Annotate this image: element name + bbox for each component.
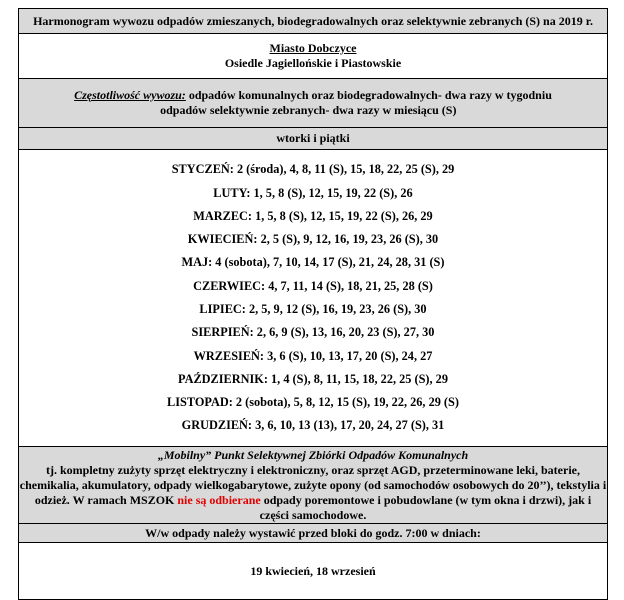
collection-days: wtorki i piątki <box>19 128 608 150</box>
frequency-line-1: odpadów komunalnych oraz biodegradowalnych- dwa razy w tygodniu <box>185 88 552 102</box>
frequency-row <box>19 79 608 128</box>
location-row <box>19 34 608 79</box>
frequency-cell <box>19 79 608 128</box>
month-january: STYCZEŃ: 2 (środa), 4, 8, 11 (S), 15, 18, 22, 25 (S), 29 <box>171 162 455 177</box>
document-title: Harmonogram wywozu odpadów zmieszanych, biodegradowalnych oraz selektywnie zebranych (S) na 2019 r. <box>19 9 608 34</box>
month-april: KWIECIEŃ: 2, 5 (S), 9, 12, 16, 19, 23, 26 (S), 30 <box>187 232 439 247</box>
mszok-text-after: odpady poremontowe i pobudowlane (w tym okna i drzwi), jak i części samochodowe. <box>259 492 592 522</box>
instruction-row <box>19 524 608 543</box>
district-name: Osiedle Jagiellońskie i Piastowskie <box>224 56 402 70</box>
mszok-cell <box>19 447 608 524</box>
dates-row <box>19 543 608 600</box>
collection-instruction: W/w odpady należy wystawić przed bloki do godz. 7:00 w dniach: <box>19 524 608 543</box>
month-february: LUTY: 1, 5, 8 (S), 12, 15, 19, 22 (S), 26 <box>213 185 413 200</box>
frequency-block <box>74 88 552 118</box>
schedule-document <box>18 8 608 600</box>
month-may: MAJ: 4 (sobota), 7, 10, 14, 17 (S), 21, 24, 28, 31 (S) <box>181 255 445 270</box>
mszok-not-accepted: nie są odbierane <box>177 492 261 507</box>
frequency-line-2: odpadów selektywnie zebranych- dwa razy w miesiącu (S) <box>160 103 457 117</box>
months-row <box>19 150 608 447</box>
month-october: PAŹDZIERNIK: 1, 4 (S), 8, 11, 15, 18, 22, 25 (S), 29 <box>178 371 448 386</box>
month-march: MARZEC: 1, 5, 8 (S), 12, 15, 19, 22 (S), 26, 29 <box>193 208 433 223</box>
month-september: WRZESIEŃ: 3, 6 (S), 10, 13, 17, 20 (S), 24, 27 <box>193 348 433 363</box>
month-july: LIPIEC: 2, 5, 9, 12 (S), 16, 19, 23, 26 (S), 30 <box>199 302 427 316</box>
town-name: Miasto Dobczyce <box>269 41 357 55</box>
month-november: LISTOPAD: 2 (sobota), 5, 8, 12, 15 (S), 19, 22, 26, 29 (S) <box>167 395 459 410</box>
month-june: CZERWIEC: 4, 7, 11, 14 (S), 18, 21, 25, 28 (S) <box>193 278 433 293</box>
title-row <box>19 9 608 34</box>
months-cell <box>19 150 608 447</box>
frequency-label: Częstotliwość wywozu: <box>74 88 186 102</box>
mszok-text-before: tj. kompletny zużyty sprzęt elektryczny i elektroniczny, oraz sprzęt AGD, przeterminowane leki, baterie, chemikalia, akumulatory, odpady wielkogabarytowe, zużyte opony (od samochodów osobowych do 20’’), tekstylia i odzież. W ramach MSZOK <box>19 462 607 507</box>
month-december: GRUDZIEŃ: 3, 6, 10, 13 (13), 17, 20, 24, 27 (S), 31 <box>181 418 445 433</box>
location-cell <box>19 34 608 79</box>
collection-dates: 19 kwiecień, 18 wrzesień <box>19 543 608 600</box>
days-row <box>19 128 608 150</box>
mszok-row <box>19 447 608 524</box>
mszok-title: „Mobilny” Punkt Selektywnej Zbiórki Odpadów Komunalnych <box>157 447 469 462</box>
month-august: SIERPIEŃ: 2, 6, 9 (S), 13, 16, 20, 23 (S), 27, 30 <box>191 325 435 340</box>
schedule-table <box>18 8 608 600</box>
